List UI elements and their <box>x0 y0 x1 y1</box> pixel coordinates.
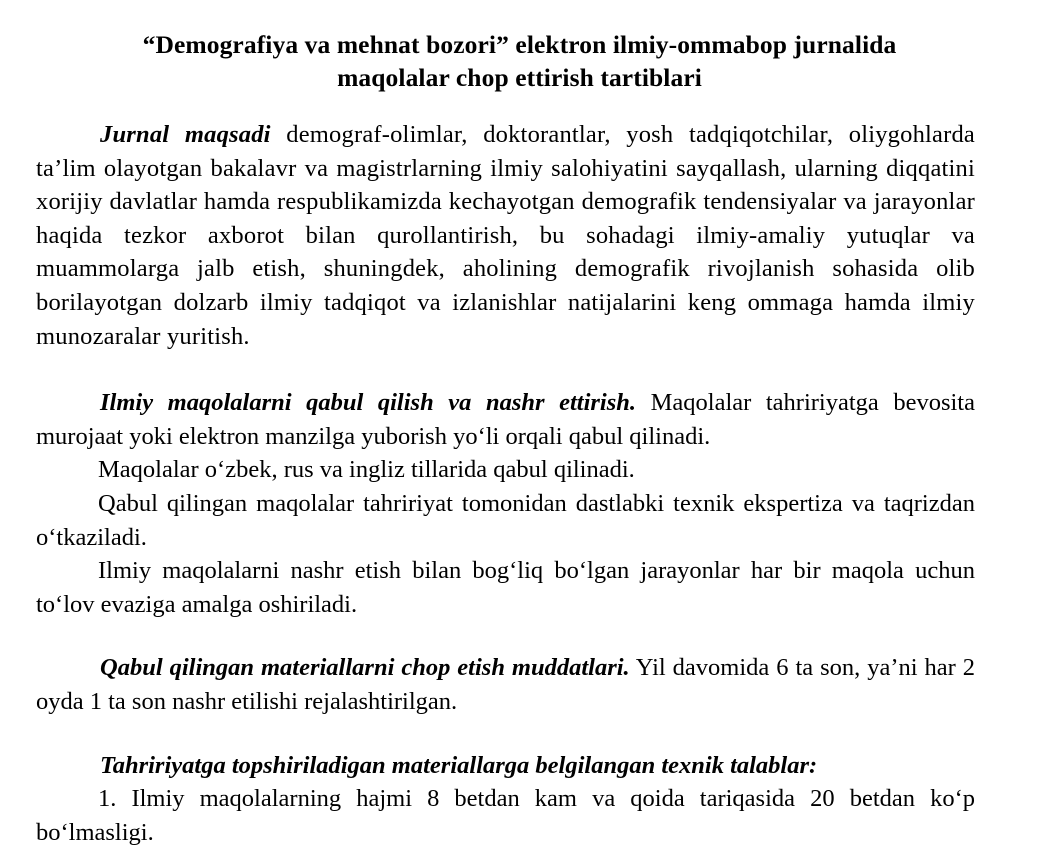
list-item-number: 1. <box>98 785 117 813</box>
section-texnik-talablar <box>36 749 975 783</box>
section-lead-jurnal-maqsadi: Jurnal maqsadi <box>100 121 271 148</box>
page-title-line-2: maqolalar chop ettirish tartiblari <box>337 63 702 92</box>
title-spacer <box>0 94 1039 118</box>
section-lead-chop-etish-muddatlari: Qabul qilingan materiallarni chop etish muddatlari. <box>100 654 630 682</box>
section-qabul-extra-3: Ilmiy maqolalarni nashr etish bilan bogʻliq boʻlgan jarayonlar har bir maqola uchun toʻlov evaziga amalga oshiriladi. <box>36 557 975 618</box>
paragraph-gap-1 <box>36 353 975 386</box>
list-item-text: Ilmiy maqolalarning hajmi 8 betdan kam va qoida tariqasida 20 betdan koʻp boʻlmasligi. <box>36 785 975 846</box>
document-body <box>0 118 1039 849</box>
list-item <box>36 782 975 849</box>
section-body-jurnal-maqsadi: demograf-olimlar, doktorantlar, yosh tadqiqotchilar, oliygohlarda ta’lim olayotgan bakalavr va magistrlarning ilmiy salohiyatini sayqallash, ularning diqqatini xorijiy davlatlar hamda respublikamizda kechayotgan demografik tendensiyalar va jarayonlar haqida tezkor axborot bilan qurollantirish, bu sohadagi ilmiy-amaliy yutuqlar va muammolarga jalb etish, shuningdek, aholining demografik rivojlanish sohasida olib borilayotgan dolzarb ilmiy tadqiqot va izlanishlar natijalarini keng ommaga hamda ilmiy munozaralar yuritish. <box>36 121 975 350</box>
section-body-qabul-qilish-nashr: Maqolalar tahririyatga bevosita murojaat yoki elektron manzilga yuborish yoʻli orqali qabul qilinadi. <box>36 389 975 450</box>
section-lead-qabul-qilish-nashr: Ilmiy maqolalarni qabul qilish va nashr ettirish. <box>100 389 637 417</box>
section-qabul-qilish-nashr <box>36 386 975 453</box>
page-title <box>0 0 1039 94</box>
paragraph-gap-3 <box>36 719 975 749</box>
section-jurnal-maqsadi <box>36 118 975 353</box>
section-chop-etish-muddatlari <box>36 651 975 718</box>
section-qabul-extra-1: Maqolalar oʻzbek, rus va ingliz tillarida qabul qilinadi. <box>98 456 635 484</box>
paragraph-gap-2 <box>36 621 975 651</box>
section-qabul-extra-2: Qabul qilingan maqolalar tahririyat tomonidan dastlabki texnik ekspertiza va taqrizdan oʻtkaziladi. <box>36 489 975 551</box>
page-title-line-1: “Demografiya va mehnat bozori” elektron ilmiy-ommabop jurnalida <box>142 30 897 59</box>
section-lead-texnik-talablar: Tahririyatga topshiriladigan materiallarga belgilangan texnik talablar: <box>100 751 818 779</box>
section-body-chop-etish-muddatlari: Yil davomida 6 ta son, ya’ni har 2 oyda 1 ta son nashr etilishi rejalashtirilgan. <box>36 654 976 715</box>
